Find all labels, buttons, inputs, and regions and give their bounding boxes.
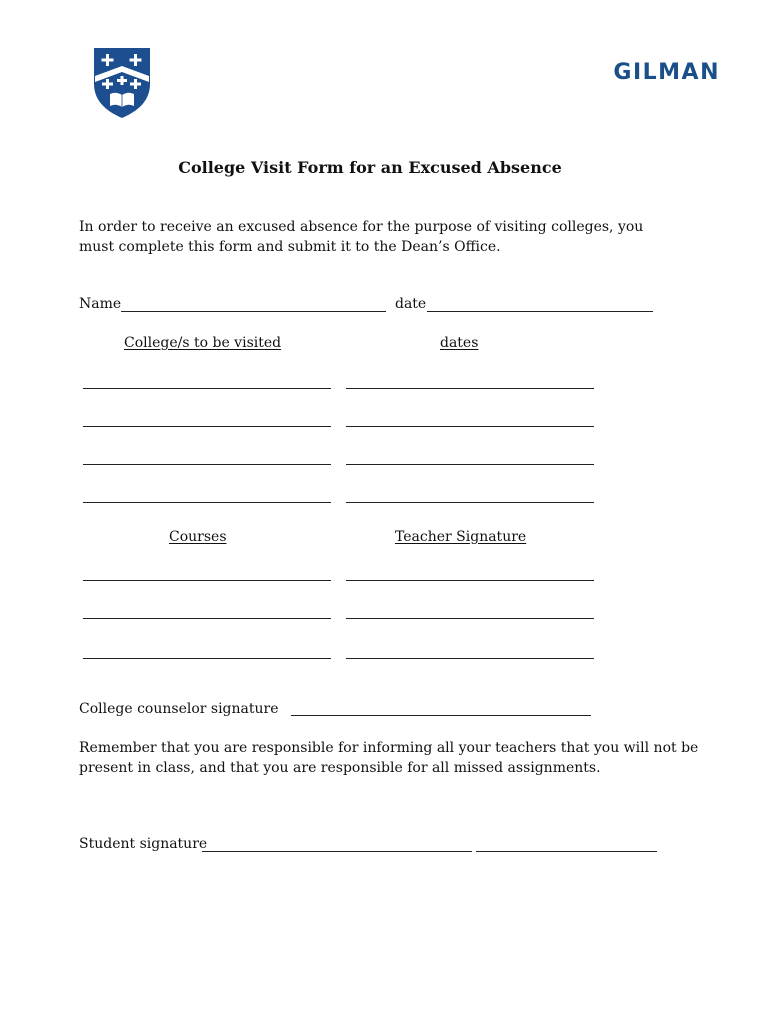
college-date-field[interactable] [346, 502, 594, 503]
course-field[interactable] [83, 618, 331, 619]
college-field[interactable] [83, 426, 331, 427]
college-date-field[interactable] [346, 464, 594, 465]
page-title: College Visit Form for an Excused Absence [178, 158, 562, 177]
college-date-field[interactable] [346, 388, 594, 389]
reminder-paragraph: Remember that you are responsible for informing all your teachers that you will not be present in class, and that you are responsible for all missed assignments. [79, 740, 699, 776]
teacher-signature-field[interactable] [346, 658, 594, 659]
gilman-wordmark: GILMAN [613, 60, 720, 85]
teacher-signature-field[interactable] [346, 618, 594, 619]
intro-paragraph: In order to receive an excused absence for the purpose of visiting colleges, you must complete this form and submit it to the Dean’s Office. [79, 219, 644, 255]
student-signature-field[interactable] [202, 851, 472, 852]
counselor-signature-field[interactable] [291, 715, 591, 716]
student-signature-date-field[interactable] [476, 851, 657, 852]
student-signature-label: Student signature [79, 836, 208, 852]
counselor-signature-label: College counselor signature [79, 701, 279, 717]
college-field[interactable] [83, 388, 331, 389]
courses-heading: Courses [169, 529, 227, 545]
name-field[interactable] [121, 311, 386, 312]
teacher-signature-heading: Teacher Signature [395, 529, 527, 545]
gilman-shield-logo [92, 46, 152, 120]
date-field[interactable] [427, 311, 653, 312]
date-label: date [395, 296, 427, 312]
dates-heading: dates [440, 335, 479, 351]
course-field[interactable] [83, 658, 331, 659]
college-date-field[interactable] [346, 426, 594, 427]
colleges-heading: College/s to be visited [124, 335, 282, 351]
college-field[interactable] [83, 464, 331, 465]
college-field[interactable] [83, 502, 331, 503]
teacher-signature-field[interactable] [346, 580, 594, 581]
name-label: Name [79, 296, 122, 312]
course-field[interactable] [83, 580, 331, 581]
